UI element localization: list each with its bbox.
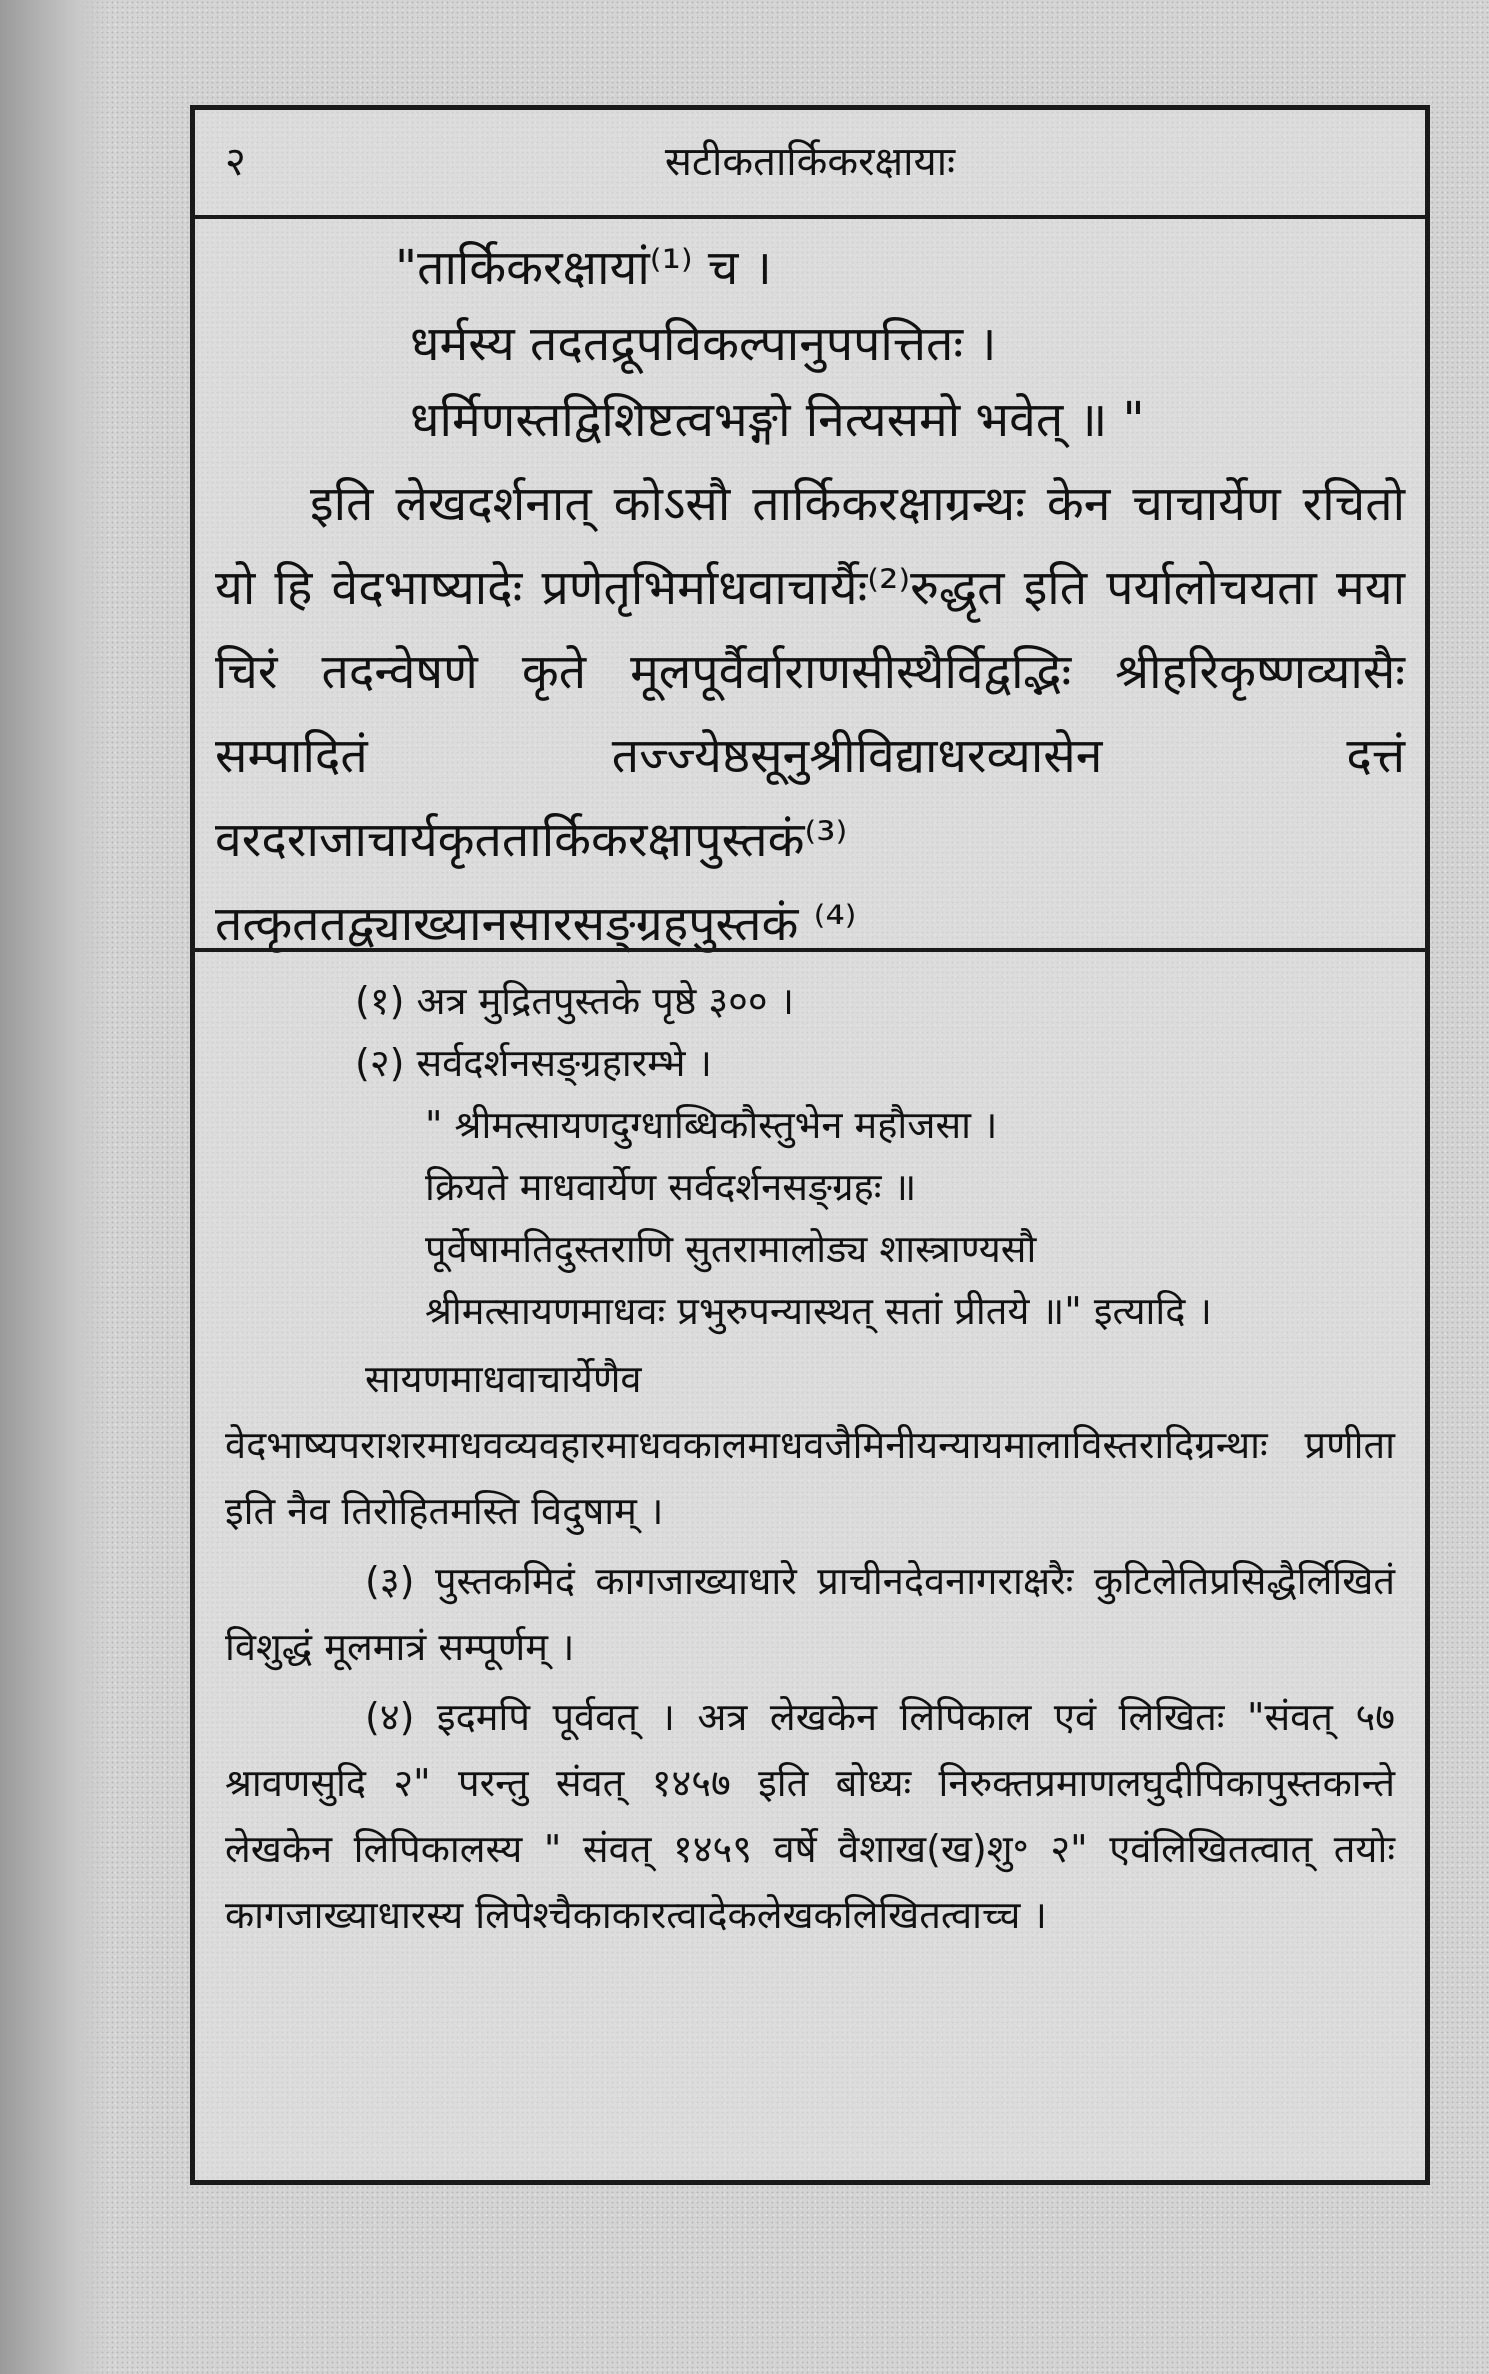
footnote-verse-line: " श्रीमत्सायणदुग्धाब्धिकौस्तुभेन महौजसा । [425,1103,998,1147]
page-number: २ [225,139,246,185]
footnotes [225,970,1395,1948]
running-title: सटीकतार्किकरक्षायाः [664,139,956,185]
main-text [215,230,1405,966]
page-frame [190,105,1430,2185]
verse-line: "तार्किकरक्षायां⁽¹⁾ च । [395,240,772,296]
footnote-2: (२) सर्वदर्शनसङ्ग्रहारम्भे । [355,1041,712,1085]
verse-line: धर्मिणस्तद्विशिष्टत्वभङ्गो नित्यसमो भवेत् ॥ " [410,392,1145,448]
footnote-4: (४) इदमपि पूर्ववत् । अत्र लेखकेन लिपिकाल एवं लिखितः "संवत् ५७ श्रावणसुदि २" परन्तु संवत् १४५७ इति बोध्यः निरुक्तप्रमाणलघुदीपिकापुस्तकान्ते लेखकेन लिपिकालस्य " संवत् १४५९ वर्षे वैशाख(ख)शु॰ २" एवंलिखितत्वात् तयोः कागजाख्याधारस्य लिपेश्चैकाकारत्वादेकलेखकलिखितत्वाच्च । [225,1695,1395,1937]
page-header [195,110,1425,219]
main-paragraph: इति लेखदर्शनात् कोऽसौ तार्किकरक्षाग्रन्थः केन चाचार्येण रचितो यो हि वेदभाष्यादेः प्रणेतृभिर्माधवाचार्यैः⁽²⁾रुद्धृत इति पर्यालोचयता मया चिरं तदन्वेषणे कृते मूलपूर्वैर्वाराणसीस्थैर्विद्वद्भिः श्रीहरिकृष्णव्यासैः सम्पादितं तज्ज्येष्ठसूनुश्रीविद्याधरव्यासेन दत्तं वरदराजाचार्यकृततार्किकरक्षापुस्तकं⁽³⁾ तत्कृततद्व्याख्यानसारसङ्ग्रहपुस्तकं ⁽⁴⁾ [215,476,1405,952]
book-spine-shadow [0,0,110,2374]
footnote-verse-line: पूर्वेषामतिदुस्तराणि सुतरामालोड्य शास्त्राण्यसौ [425,1227,1037,1271]
footnote-verse-line: क्रियते माधवार्येण सर्वदर्शनसङ्ग्रहः ॥ [425,1165,917,1209]
footnote-1: (१) अत्र मुद्रितपुस्तके पृष्ठे ३०० । [355,979,795,1023]
footnote-verse-line: श्रीमत्सायणमाधवः प्रभुरुपन्यास्थत् सतां प्रीतये ॥" इत्यादि । [425,1289,1212,1333]
footnote-paragraph: सायणमाधवाचार्येणैव वेदभाष्यपराशरमाधवव्यवहारमाधवकालमाधवजैमिनीयन्यायमालाविस्तरादिग्रन्थाः प्रणीता इति नैव तिरोहितमस्ति विदुषाम् । [225,1357,1395,1533]
footnote-separator [195,948,1425,952]
verse-line: धर्मस्य तदतद्रूपविकल्पानुपपत्तितः । [410,316,997,372]
footnote-3: (३) पुस्तकमिदं कागजाख्याधारे प्राचीनदेवनागराक्षरैः कुटिलेतिप्रसिद्धैर्लिखितं विशुद्धं मूलमात्रं सम्पूर्णम् । [225,1559,1395,1669]
